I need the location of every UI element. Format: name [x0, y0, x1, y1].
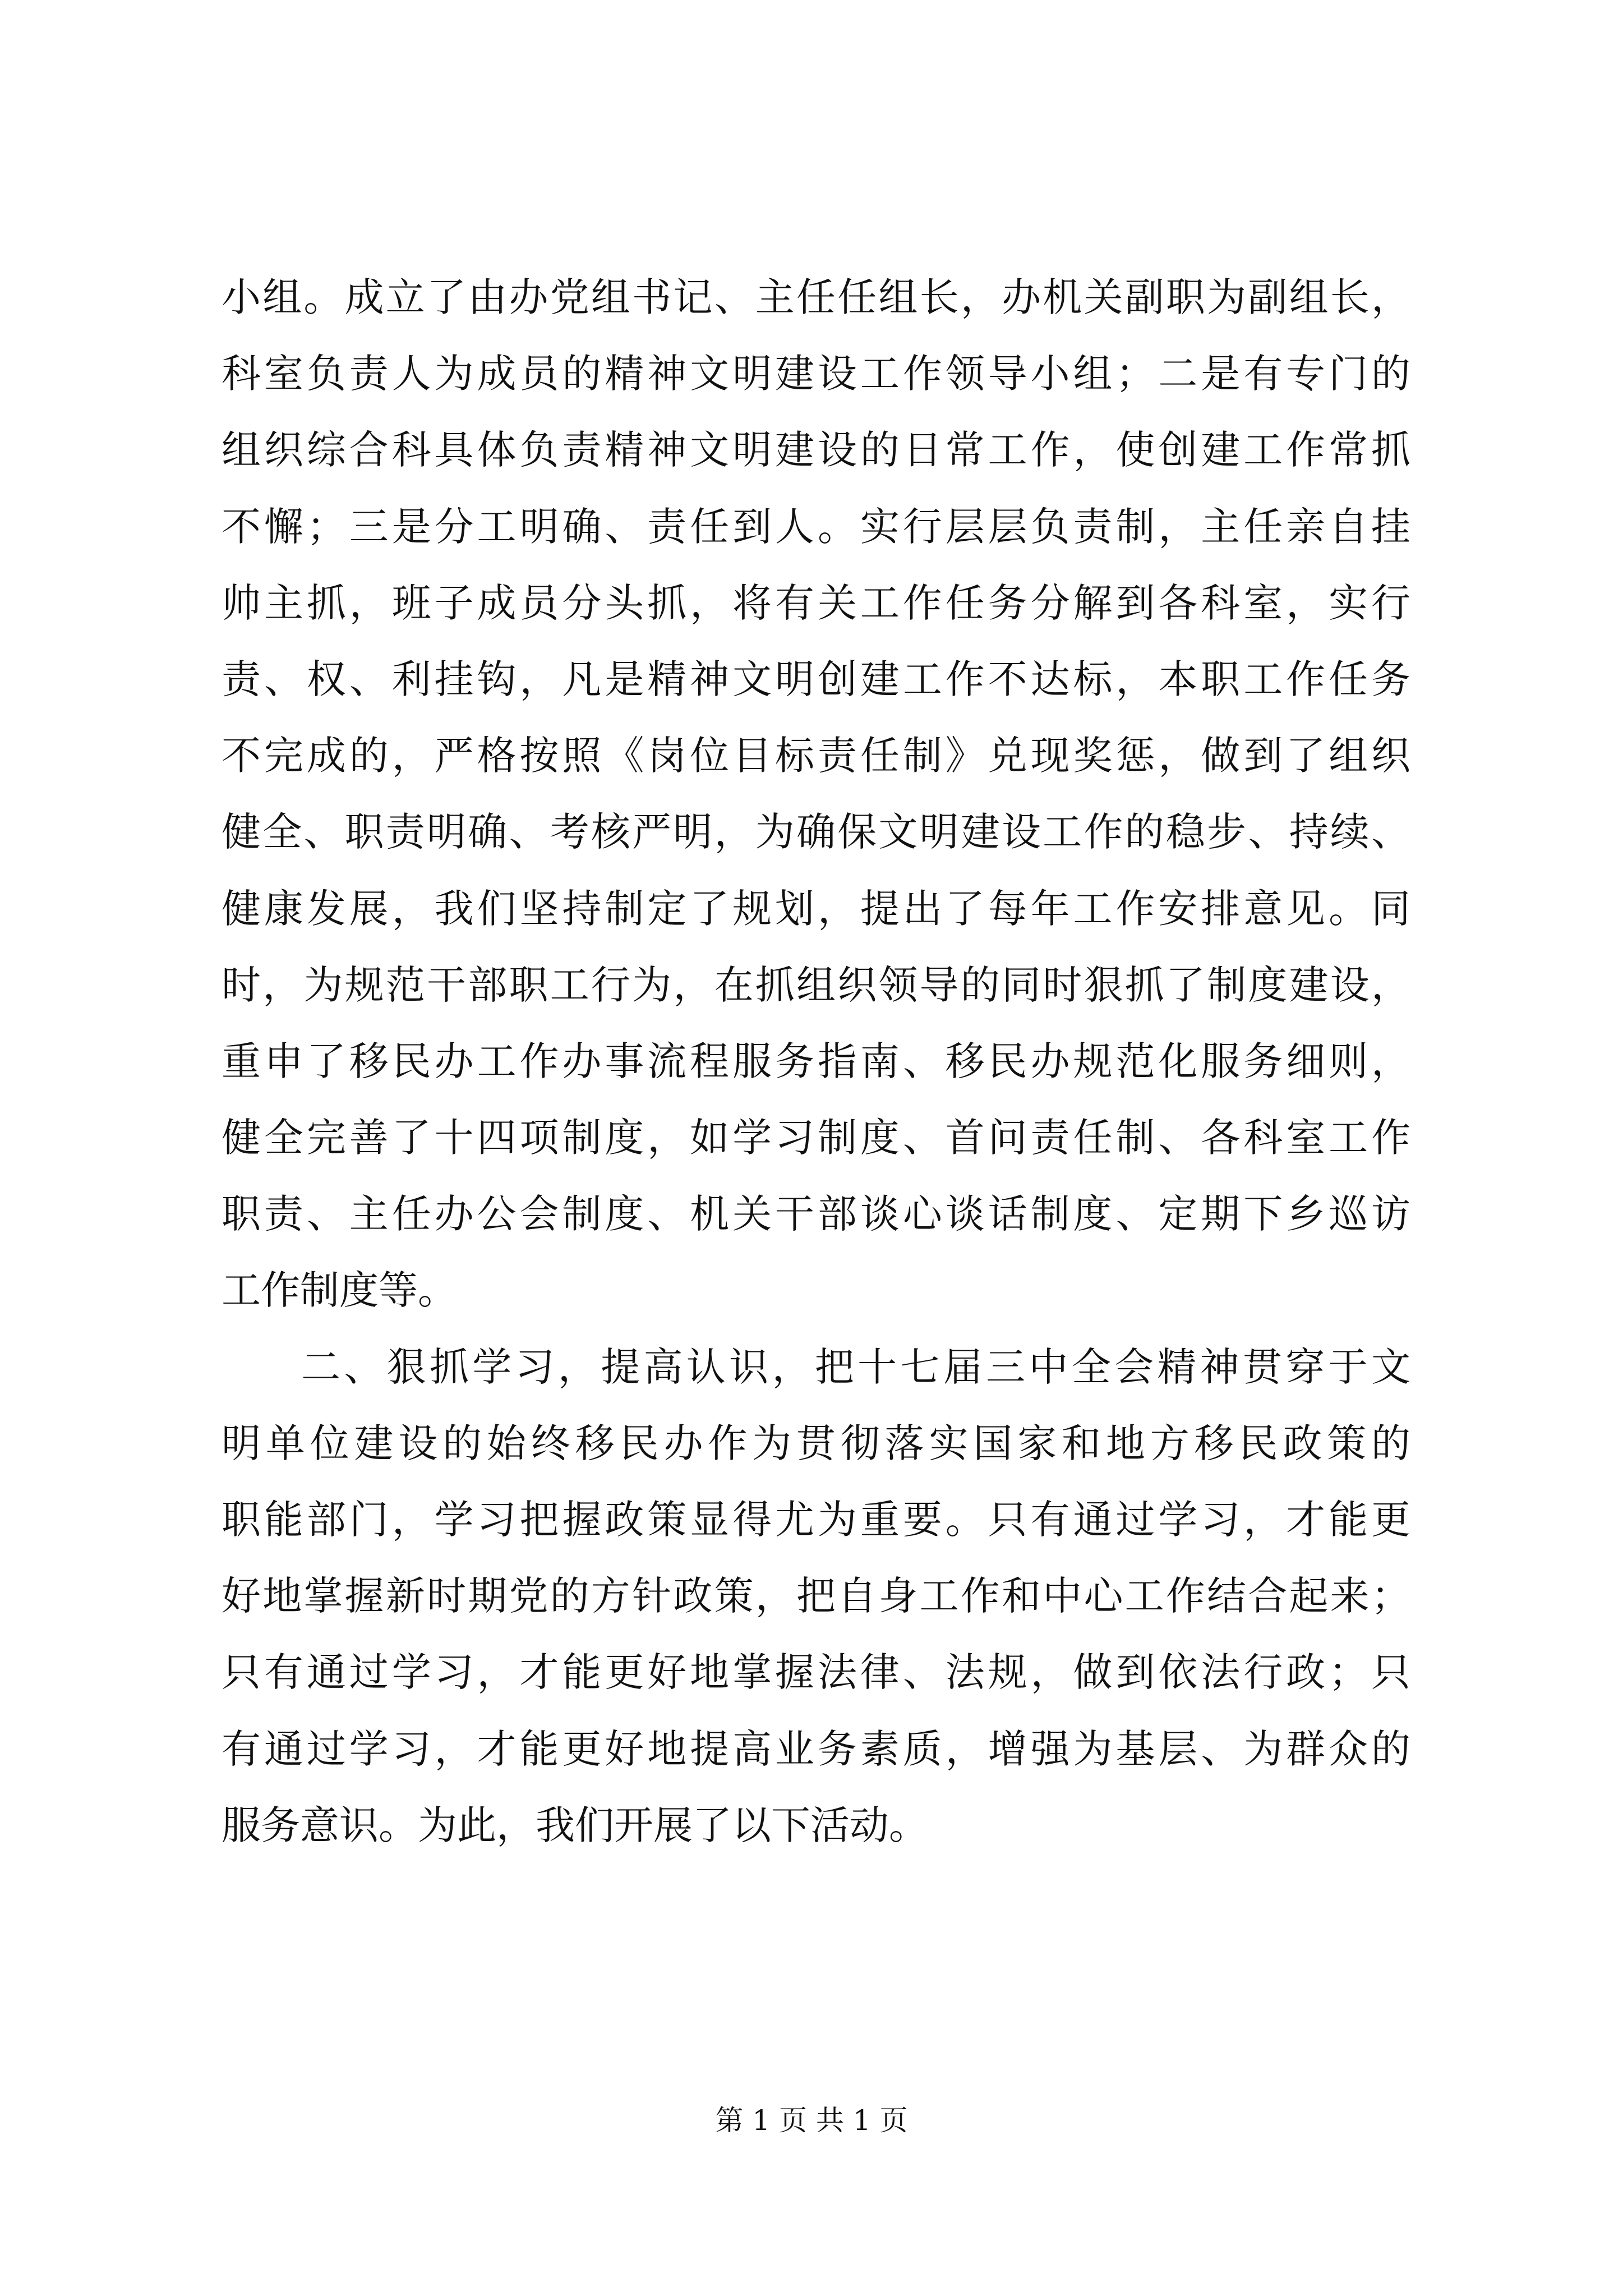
- text-line: 责、权、利挂钩，凡是精神文明创建工作不达标，本职工作任务: [222, 656, 1410, 702]
- document-body: [222, 259, 1410, 1864]
- text-line: 服务意识。为此，我们开展了以下活动。: [222, 1802, 928, 1848]
- text-line: 健全、职责明确、考核严明，为确保文明建设工作的稳步、持续、: [222, 809, 1410, 855]
- text-line: 健全完善了十四项制度，如学习制度、首问责任制、各科室工作: [222, 1115, 1410, 1161]
- text-line: 组织综合科具体负责精神文明建设的日常工作，使创建工作常抓: [222, 427, 1410, 473]
- text-line: 健康发展，我们坚持制定了规划，提出了每年工作安排意见。同: [222, 885, 1410, 932]
- text-line: 重申了移民办工作办事流程服务指南、移民办规范化服务细则，: [222, 1038, 1410, 1084]
- text-line: 工作制度等。: [222, 1267, 457, 1314]
- text-line: 时，为规范干部职工行为，在抓组织领导的同时狠抓了制度建设，: [222, 961, 1410, 1008]
- text-line: 科室负责人为成员的精神文明建设工作领导小组；二是有专门的: [222, 351, 1410, 397]
- text-line: 小组。成立了由办党组书记、主任任组长，办机关副职为副组长，: [222, 274, 1410, 320]
- text-line: 帅主抓，班子成员分头抓，将有关工作任务分解到各科室，实行: [222, 579, 1410, 626]
- text-line: 只有通过学习，才能更好地掌握法律、法规，做到依法行政；只: [222, 1649, 1410, 1696]
- text-line: 不完成的，严格按照《岗位目标责任制》兑现奖惩，做到了组织: [222, 733, 1410, 779]
- page-footer: 第 1 页 共 1 页: [715, 2104, 908, 2137]
- paragraph-1: [222, 259, 1410, 1329]
- text-line: 职能部门，学习把握政策显得尤为重要。只有通过学习，才能更: [222, 1497, 1410, 1543]
- text-line: 职责、主任办公会制度、机关干部谈心谈话制度、定期下乡巡访: [222, 1191, 1410, 1237]
- text-line: 不懈；三是分工明确、责任到人。实行层层负责制，主任亲自挂: [222, 503, 1410, 550]
- text-line: 好地掌握新时期党的方针政策，把自身工作和中心工作结合起来；: [222, 1573, 1410, 1619]
- text-line: 明单位建设的始终移民办作为贯彻落实国家和地方移民政策的: [222, 1420, 1410, 1466]
- text-line: 有通过学习，才能更好地提高业务素质，增强为基层、为群众的: [222, 1726, 1410, 1772]
- paragraph-2: [222, 1329, 1410, 1864]
- text-line: 二、狠抓学习，提高认识，把十七届三中全会精神贯穿于文: [301, 1343, 1410, 1390]
